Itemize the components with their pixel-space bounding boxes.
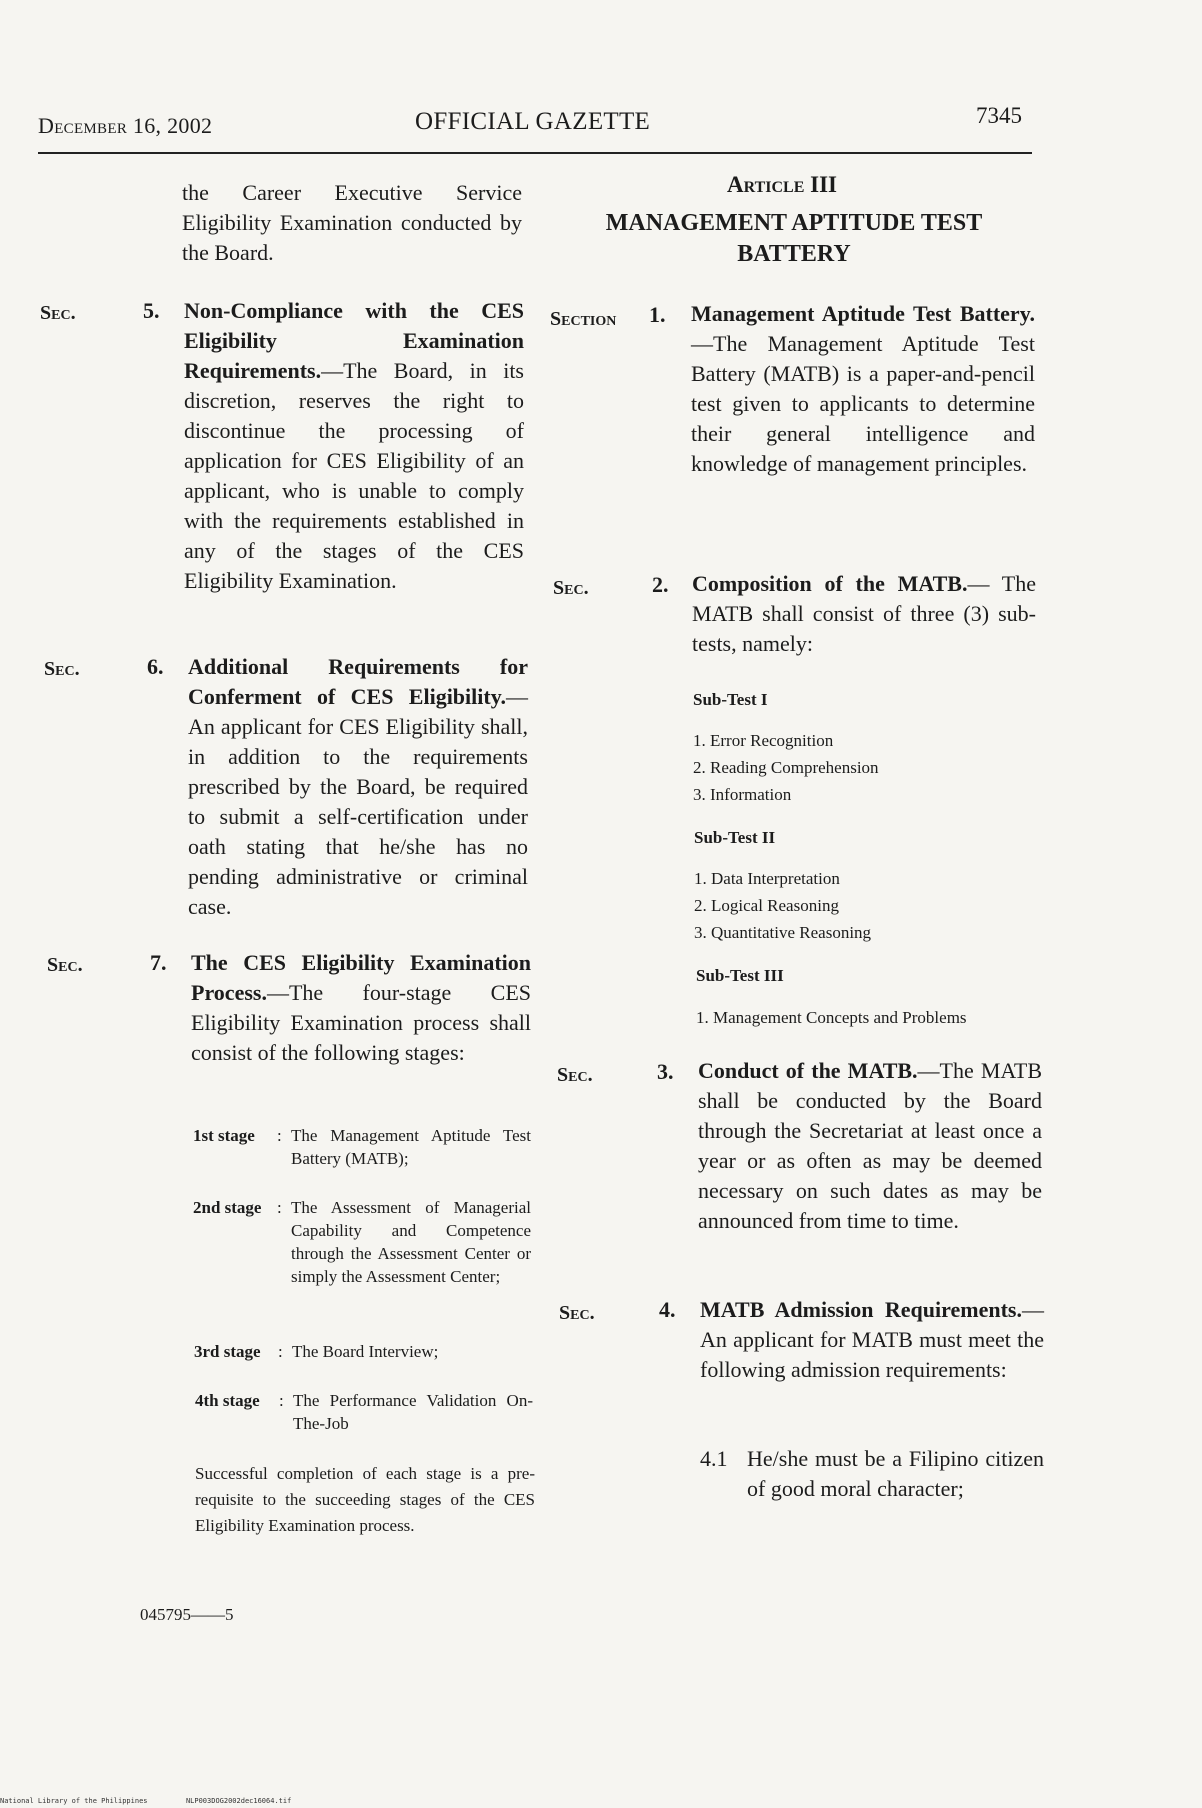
sec7-title: The CES Eligibility Examination Process.	[191, 950, 531, 1005]
intro-text: the Career Executive Service Eligibility Examination conducted by the Board.	[182, 180, 522, 265]
sec1-body: —The Management Aptitude Test Battery (MATB) is a paper-and-pencil test given to applicants to determine their general intelligence and knowledge of management principles.	[691, 331, 1035, 476]
stage-text: The Performance Validation On-The-Job	[293, 1391, 533, 1433]
stage-row	[195, 1389, 540, 1437]
stage-colon: :	[279, 1391, 284, 1410]
sec7-label: Sec.	[47, 954, 83, 976]
sec5-number: 5.	[143, 298, 160, 323]
sec1-label: Section	[550, 308, 617, 330]
sec3-label: Sec.	[557, 1064, 593, 1086]
sec4-label: Sec.	[559, 1302, 595, 1324]
sec5-label: Sec.	[40, 302, 76, 324]
subtest-heading: Sub-Test I	[693, 690, 768, 709]
sec4-item-number: 4.1	[700, 1446, 728, 1471]
subtest-list	[696, 1004, 967, 1031]
sec4-item-text: He/she must be a Filipino citizen of good moral character;	[747, 1446, 1044, 1501]
sec5-title: Non-Compliance with the CES Eligibility Examination Requirements.	[184, 298, 524, 383]
sec1-title: Management Aptitude Test Battery.	[691, 301, 1035, 326]
sec2-number: 2.	[652, 572, 669, 597]
stage-row	[194, 1340, 539, 1366]
sec4-body: —An applicant for MATB must meet the following admission requirements:	[700, 1297, 1044, 1382]
sec4-title: MATB Admission Requirements.	[700, 1297, 1022, 1322]
stage-text: The Board Interview;	[292, 1342, 439, 1361]
stage-row	[193, 1124, 538, 1172]
sec1-number: 1.	[649, 302, 666, 327]
sec2-paragraph	[692, 569, 1036, 659]
header-date: December 16, 2002	[38, 113, 213, 138]
sec6-number: 6.	[147, 654, 164, 679]
sec7-body: —The four-stage CES Eligibility Examination process shall consist of the following stages:	[191, 980, 531, 1065]
stage-label: 2nd stage	[193, 1198, 262, 1217]
sec6-body: — An applicant for CES Eligibility shall, in addition to the requirements prescribed by the Board, be required to submit a self-certification under oath stating that he/she has no pending administrative or criminal case.	[188, 684, 528, 919]
sec4-paragraph	[700, 1295, 1044, 1385]
subtest-item: 1. Management Concepts and Problems	[696, 1008, 967, 1027]
stage-colon: :	[278, 1342, 283, 1361]
stage-colon: :	[277, 1126, 282, 1145]
stage-label: 4th stage	[195, 1391, 260, 1410]
sec3-paragraph	[698, 1056, 1042, 1236]
subtest-heading: Sub-Test II	[694, 828, 776, 847]
sec7-paragraph	[191, 948, 531, 1068]
scan-footer-file: NLP003DOG2002dec16064.tif	[185, 1797, 292, 1805]
stage-colon: :	[277, 1198, 282, 1217]
header-page-number: 7345	[976, 103, 1022, 128]
sec7-number: 7.	[150, 950, 167, 975]
subtest-item: 3. Information	[693, 785, 792, 804]
stage-text: The Assessment of Managerial Capability and Competence through the Assessment Center or simply the Assessment Center;	[291, 1198, 531, 1286]
sec4-number: 4.	[659, 1297, 676, 1322]
sec3-number: 3.	[657, 1059, 674, 1084]
header-title: OFFICIAL GAZETTE	[415, 108, 651, 135]
subtest-list	[694, 865, 871, 946]
stage-label: 1st stage	[193, 1126, 255, 1145]
header-rule	[38, 152, 1032, 154]
sec1-paragraph	[691, 299, 1035, 479]
subtest-list	[693, 727, 879, 808]
sec6-label: Sec.	[44, 658, 80, 680]
article-label: Article III	[727, 172, 838, 197]
sec2-label: Sec.	[553, 577, 589, 599]
sec7-closing: Successful completion of each stage is a pre-requisite to the succeeding stages of the CES Eligibility Examination process.	[195, 1464, 535, 1535]
sec2-body: — The MATB shall consist of three (3) sub-tests, namely:	[692, 571, 1036, 656]
article-title: MANAGEMENT APTITUDE TEST BATTERY	[605, 210, 983, 267]
sec3-body: —The MATB shall be conducted by the Board through the Secretariat at least once a year or as often as may be deemed necessary on such dates as may be announced from time to time.	[698, 1058, 1042, 1233]
sec6-paragraph	[188, 652, 528, 922]
subtest-item: 2. Reading Comprehension	[693, 758, 879, 777]
footer-code: 045795——5	[140, 1605, 234, 1624]
sec5-body: —The Board, in its discretion, reserves the right to discontinue the processing of application for CES Eligibility of an applicant, who is unable to comply with the requirements established in any of the stages of the CES Eligibility Examination.	[184, 358, 524, 593]
subtest-item: 2. Logical Reasoning	[694, 896, 839, 915]
sec5-paragraph	[184, 296, 524, 596]
subtest-heading: Sub-Test III	[696, 966, 784, 985]
subtest-item: 1. Data Interpretation	[694, 869, 840, 888]
sec3-title: Conduct of the MATB.	[698, 1058, 918, 1083]
subtest-item: 1. Error Recognition	[693, 731, 834, 750]
stage-label: 3rd stage	[194, 1342, 261, 1361]
sec2-title: Composition of the MATB.	[692, 571, 968, 596]
stage-row	[193, 1196, 538, 1314]
scan-footer	[0, 1797, 291, 1805]
stage-text: The Management Aptitude Test Battery (MATB);	[291, 1126, 531, 1168]
scan-footer-source: National Library of the Philippines	[0, 1797, 148, 1805]
subtest-item: 3. Quantitative Reasoning	[694, 923, 872, 942]
sec6-title: Additional Requirements for Conferment of CES Eligibility.	[188, 654, 528, 709]
